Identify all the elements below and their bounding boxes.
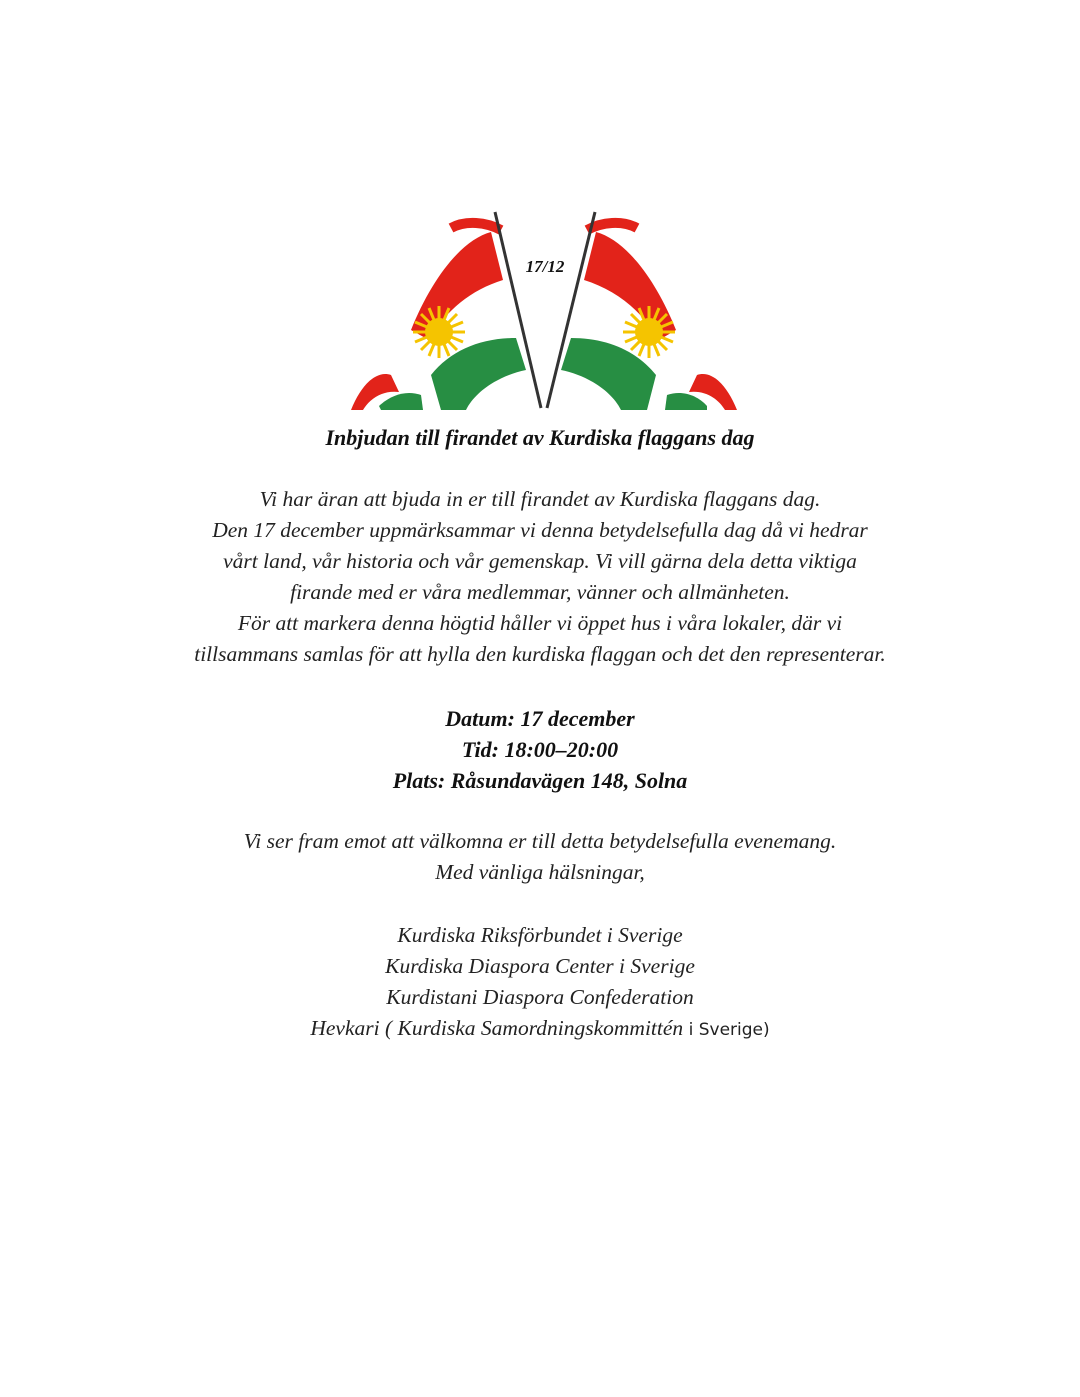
body-line: Vi har äran att bjuda in er till firandet av Kurdiska flaggans dag. <box>259 487 821 511</box>
event-details <box>0 703 1080 796</box>
left-flag <box>351 223 526 410</box>
flag-date-label: 17/12 <box>525 257 565 276</box>
organization-name <box>0 1013 1080 1046</box>
organization-name: Kurdiska Diaspora Center i Sverige <box>385 954 695 978</box>
closing-line: Vi ser fram emot att välkomna er till detta betydelsefulla evenemang. <box>243 829 837 853</box>
organizations-list <box>0 920 1080 1046</box>
body-line: För att markera denna högtid håller vi öppet hus i våra lokaler, där vi <box>237 611 843 635</box>
organization-name-main: Hevkari ( Kurdiska Samordningskommittén <box>310 1016 684 1040</box>
event-place: Plats: Råsundavägen 148, Solna <box>392 768 688 793</box>
kurdish-flags-image <box>351 210 737 410</box>
organization-name-tail: i Sverige) <box>683 1020 770 1040</box>
right-flag <box>561 223 737 410</box>
event-date: Datum: 17 december <box>445 706 635 731</box>
closing-greeting: Med vänliga hälsningar, <box>435 860 645 884</box>
closing-text <box>0 826 1080 888</box>
event-time: Tid: 18:00–20:00 <box>461 737 619 762</box>
organization-name: Kurdiska Riksförbundet i Sverige <box>397 923 683 947</box>
invitation-body <box>0 484 1080 670</box>
body-line: vårt land, vår historia och vår gemenskap. Vi vill gärna dela detta viktiga <box>223 549 857 573</box>
organization-name: Kurdistani Diaspora Confederation <box>386 985 694 1009</box>
body-line: tillsammans samlas för att hylla den kurdiska flaggan och det den representerar. <box>194 642 886 666</box>
invitation-title: Inbjudan till firandet av Kurdiska flaggans dag <box>325 425 755 450</box>
body-line: firande med er våra medlemmar, vänner och allmänheten. <box>290 580 790 604</box>
body-line: Den 17 december uppmärksammar vi denna betydelsefulla dag då vi hedrar <box>212 518 868 542</box>
